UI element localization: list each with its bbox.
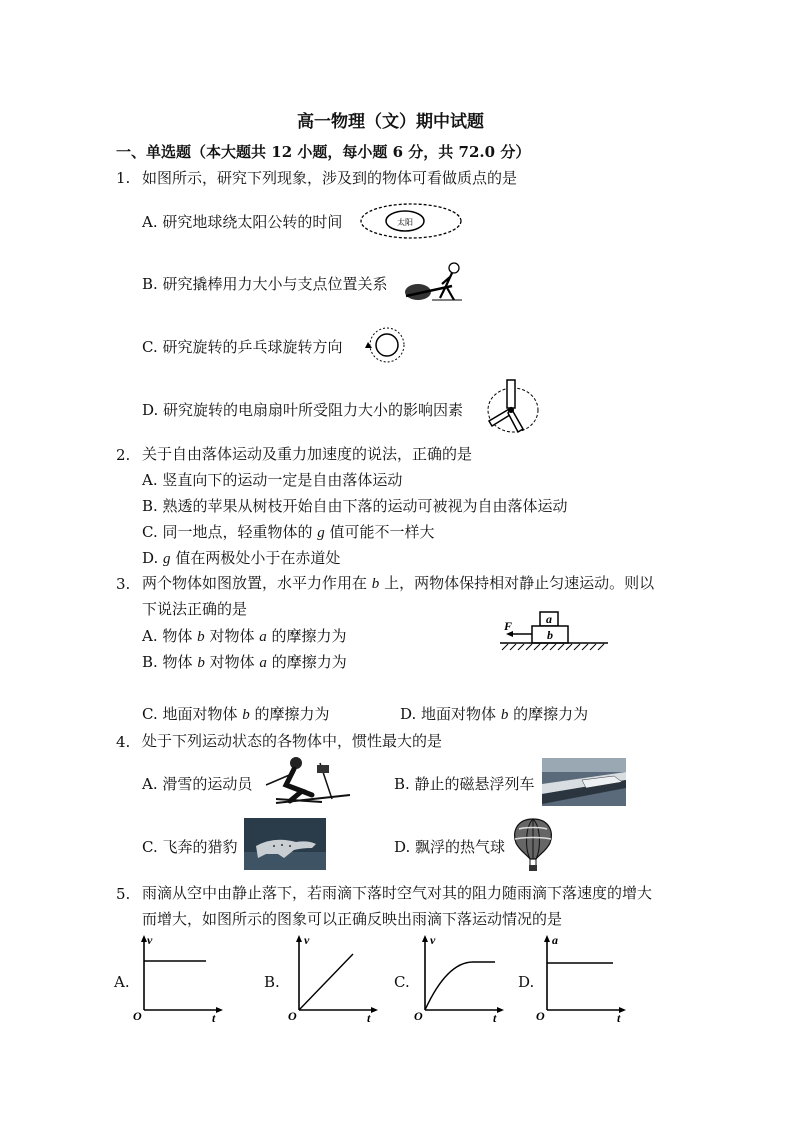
graph-d bbox=[533, 932, 633, 1025]
q5-stem-line2: 而增大，如图所示的图象可以正确反映出雨滴下落运动情况的是 bbox=[142, 910, 563, 928]
q3-option-c: C. 地面对物体 b 的摩擦力为 bbox=[142, 705, 330, 723]
q4-option-b: B. 静止的磁悬浮列车 bbox=[394, 775, 535, 793]
q4-stem: 处于下列运动状态的各物体中，惯性最大的是 bbox=[142, 732, 443, 750]
q2-option-a: A. 竖直向下的运动一定是自由落体运动 bbox=[142, 471, 403, 489]
q5-number: 5. bbox=[116, 885, 131, 903]
sun-label: 太阳 bbox=[397, 218, 413, 227]
q5-option-a-label: A. bbox=[114, 973, 130, 991]
q4-option-d: D. 飘浮的热气球 bbox=[394, 838, 506, 856]
q4-option-a: A. 滑雪的运动员 bbox=[142, 775, 253, 793]
graph-a-y-label: v bbox=[147, 933, 153, 947]
graph-c-x-label: t bbox=[493, 1011, 497, 1025]
graph-b bbox=[285, 932, 385, 1025]
skier-image bbox=[262, 755, 352, 807]
q5-stem-line1: 雨滴从空中由静止落下，若雨滴下落时空气对其的阻力随雨滴下落速度的增大 bbox=[142, 884, 653, 902]
graph-a bbox=[130, 932, 230, 1025]
q5-option-d-label: D. bbox=[518, 973, 535, 991]
q3-option-a: A. 物体 b 对物体 a 的摩擦力为 bbox=[142, 627, 347, 645]
earth-orbit-icon bbox=[358, 201, 464, 241]
maglev-train-image bbox=[542, 758, 626, 806]
q3-stem-line2: 下说法正确的是 bbox=[142, 600, 248, 618]
q5-option-b-label: B. bbox=[264, 973, 280, 991]
blocks-figure bbox=[498, 606, 610, 656]
graph-b-x-label: t bbox=[367, 1011, 371, 1025]
q2-option-c: C. 同一地点，轻重物体的 g 值可能不一样大 bbox=[142, 523, 435, 541]
q1-option-d: D. 研究旋转的电扇扇叶所受阻力大小的影响因素 bbox=[142, 401, 464, 419]
q3-option-b: B. 物体 b 对物体 a 的摩擦力为 bbox=[142, 653, 347, 671]
q3-stem-line1: 两个物体如图放置，水平力作用在 b 上，两物体保持相对静止匀速运动。则以 bbox=[142, 574, 655, 592]
q1-option-c: C. 研究旋转的乒乓球旋转方向 bbox=[142, 338, 343, 356]
q2-option-b: B. 熟透的苹果从树枝开始自由下落的运动可被视为自由落体运动 bbox=[142, 497, 568, 515]
q4-option-c: C. 飞奔的猎豹 bbox=[142, 838, 238, 856]
graph-a-x-label: t bbox=[212, 1011, 216, 1025]
q2-option-d: D. g 值在两极处小于在赤道处 bbox=[142, 549, 341, 567]
graph-b-y-label: v bbox=[304, 933, 310, 947]
ping-pong-ball-icon bbox=[360, 326, 410, 366]
graph-c bbox=[411, 932, 511, 1025]
q1-option-b: B. 研究撬棒用力大小与支点位置关系 bbox=[142, 275, 388, 293]
graph-c-y-label: v bbox=[430, 933, 436, 947]
q2-number: 2. bbox=[116, 446, 131, 464]
graph-d-y-label: a bbox=[552, 933, 558, 947]
page-title: 高一物理（文）期中试题 bbox=[297, 112, 484, 132]
graph-b-origin: O bbox=[288, 1009, 297, 1023]
q3-number: 3. bbox=[116, 575, 131, 593]
hot-air-balloon-image bbox=[510, 817, 556, 873]
q1-option-a: A. 研究地球绕太阳公转的时间 bbox=[142, 213, 343, 231]
crowbar-worker-icon bbox=[402, 262, 468, 304]
section-header: 一、单选题（本大题共 12 小题，每小题 6 分，共 72.0 分） bbox=[116, 143, 531, 161]
force-label: F bbox=[504, 619, 513, 633]
graph-d-x-label: t bbox=[617, 1011, 621, 1025]
cheetah-image bbox=[244, 818, 326, 870]
block-a-label: a bbox=[546, 612, 552, 626]
block-b-label: b bbox=[547, 628, 553, 642]
fan-blade-icon bbox=[481, 375, 541, 437]
q4-number: 4. bbox=[116, 733, 131, 751]
graph-c-origin: O bbox=[414, 1009, 423, 1023]
q5-option-c-label: C. bbox=[394, 973, 410, 991]
q1-stem: 如图所示，研究下列现象，涉及到的物体可看做质点的是 bbox=[142, 169, 518, 187]
q2-stem: 关于自由落体运动及重力加速度的说法，正确的是 bbox=[142, 445, 473, 463]
q3-option-d: D. 地面对物体 b 的摩擦力为 bbox=[400, 705, 589, 723]
q1-number: 1. bbox=[116, 169, 131, 187]
graph-d-origin: O bbox=[536, 1009, 545, 1023]
graph-a-origin: O bbox=[133, 1009, 142, 1023]
